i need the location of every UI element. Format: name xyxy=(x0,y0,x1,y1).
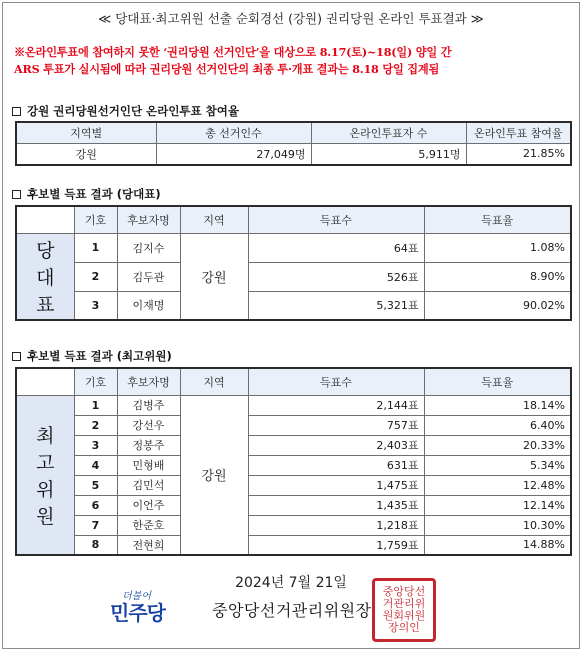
council-row xyxy=(16,395,571,415)
cell-candidate: 이언주 xyxy=(117,495,180,515)
council-header-row xyxy=(16,368,571,395)
participation-row xyxy=(16,143,571,165)
cell-number: 3 xyxy=(74,435,117,455)
cell-number: 2 xyxy=(74,415,117,435)
cell-region: 강원 xyxy=(16,143,156,165)
council-heading: 후보별 득표 결과 (최고위원) xyxy=(12,348,172,364)
square-bullet-icon xyxy=(12,107,21,116)
cell-region: 강원 xyxy=(180,233,248,320)
cell-candidate: 강선우 xyxy=(117,415,180,435)
cell-votes: 757표 xyxy=(248,415,424,435)
cell-vote-rate: 10.30% xyxy=(424,515,571,535)
council-row xyxy=(16,495,571,515)
header-vote-rate: 득표율 xyxy=(424,368,571,395)
cell-number: 1 xyxy=(74,233,117,262)
header-candidate: 후보자명 xyxy=(117,206,180,233)
header-candidate: 후보자명 xyxy=(117,368,180,395)
cell-votes: 2,144표 xyxy=(248,395,424,415)
cell-candidate: 이재명 xyxy=(117,291,180,320)
cell-vote-rate: 18.14% xyxy=(424,395,571,415)
cell-number: 8 xyxy=(74,535,117,555)
cell-votes: 1,218표 xyxy=(248,515,424,535)
cell-vote-rate: 12.48% xyxy=(424,475,571,495)
cell-votes: 64표 xyxy=(248,233,424,262)
leader-row xyxy=(16,233,571,262)
notice-text xyxy=(14,44,574,78)
leader-table xyxy=(15,205,572,321)
leader-heading: 후보별 득표 결과 (당대표) xyxy=(12,186,161,202)
council-table xyxy=(15,367,572,556)
participation-table xyxy=(15,121,572,166)
party-logo-small-text: 더불어 xyxy=(122,591,151,602)
cell-votes: 1,435표 xyxy=(248,495,424,515)
cell-vote-rate: 14.88% xyxy=(424,535,571,555)
cell-number: 4 xyxy=(74,455,117,475)
header-vote-rate: 득표율 xyxy=(424,206,571,233)
cell-number: 3 xyxy=(74,291,117,320)
council-row xyxy=(16,435,571,455)
cell-vote-rate: 12.14% xyxy=(424,495,571,515)
cell-vote-rate: 20.33% xyxy=(424,435,571,455)
council-group-label: 최 고 위 원 xyxy=(16,395,74,555)
cell-vote-rate: 6.40% xyxy=(424,415,571,435)
cell-votes: 1,475표 xyxy=(248,475,424,495)
cell-region: 강원 xyxy=(180,395,248,555)
party-logo xyxy=(110,587,190,627)
header-online-rate: 온라인투표 참여율 xyxy=(466,122,571,143)
party-logo-text: 민주당 xyxy=(110,601,165,625)
cell-number: 7 xyxy=(74,515,117,535)
header-votes: 득표수 xyxy=(248,368,424,395)
cell-candidate: 한준호 xyxy=(117,515,180,535)
cell-candidate: 김민석 xyxy=(117,475,180,495)
council-row xyxy=(16,515,571,535)
notice-line-1: ※온라인투표에 참여하지 못한 ‘권리당원 선거인단’을 대상으로 8.17(토)~18(일) 양일 간 xyxy=(14,45,452,59)
header-total-voters: 총 선거인수 xyxy=(156,122,311,143)
participation-header-row xyxy=(16,122,571,143)
square-bullet-icon xyxy=(12,190,21,199)
leader-row xyxy=(16,291,571,320)
cell-number: 1 xyxy=(74,395,117,415)
cell-number: 6 xyxy=(74,495,117,515)
header-region: 지역별 xyxy=(16,122,156,143)
header-region: 지역 xyxy=(180,206,248,233)
cell-votes: 631표 xyxy=(248,455,424,475)
notice-line-2: ARS 투표가 실시됨에 따라 권리당원 선거인단의 최종 투·개표 결과는 8.18 당일 집계됨 xyxy=(14,62,440,76)
cell-vote-rate: 1.08% xyxy=(424,233,571,262)
header-votes: 득표수 xyxy=(248,206,424,233)
leader-header-row xyxy=(16,206,571,233)
official-seal-icon: 중앙당선 거관리위 원회위원 장의인 xyxy=(372,578,436,642)
header-region: 지역 xyxy=(180,368,248,395)
cell-vote-rate: 5.34% xyxy=(424,455,571,475)
cell-online-voters: 5,911명 xyxy=(311,143,466,165)
council-row xyxy=(16,535,571,555)
header-online-voters: 온라인투표자 수 xyxy=(311,122,466,143)
cell-votes: 526표 xyxy=(248,262,424,291)
header-number: 기호 xyxy=(74,368,117,395)
cell-candidate: 김두관 xyxy=(117,262,180,291)
council-row xyxy=(16,475,571,495)
page-title: ≪ 당대표·최고위원 선출 순회경선 (강원) 권리당원 온라인 투표결과 ≫ xyxy=(98,11,484,26)
cell-vote-rate: 8.90% xyxy=(424,262,571,291)
cell-number: 5 xyxy=(74,475,117,495)
leader-row xyxy=(16,262,571,291)
cell-candidate: 정봉주 xyxy=(117,435,180,455)
council-row xyxy=(16,455,571,475)
square-bullet-icon xyxy=(12,352,21,361)
cell-votes: 5,321표 xyxy=(248,291,424,320)
cell-number: 2 xyxy=(74,262,117,291)
cell-total-voters: 27,049명 xyxy=(156,143,311,165)
council-row xyxy=(16,415,571,435)
cell-vote-rate: 90.02% xyxy=(424,291,571,320)
participation-heading: 강원 권리당원선거인단 온라인투표 참여율 xyxy=(12,103,239,119)
document-date: 2024년 7월 21일 xyxy=(235,575,347,591)
cell-votes: 1,759표 xyxy=(248,535,424,555)
cell-online-rate: 21.85% xyxy=(466,143,571,165)
cell-votes: 2,403표 xyxy=(248,435,424,455)
cell-candidate: 김병주 xyxy=(117,395,180,415)
header-number: 기호 xyxy=(74,206,117,233)
cell-candidate: 민형배 xyxy=(117,455,180,475)
issuer-name: 중앙당선거관리위원장 xyxy=(212,601,372,620)
leader-group-label: 당 대 표 xyxy=(16,233,74,320)
cell-candidate: 김지수 xyxy=(117,233,180,262)
cell-candidate: 전현희 xyxy=(117,535,180,555)
